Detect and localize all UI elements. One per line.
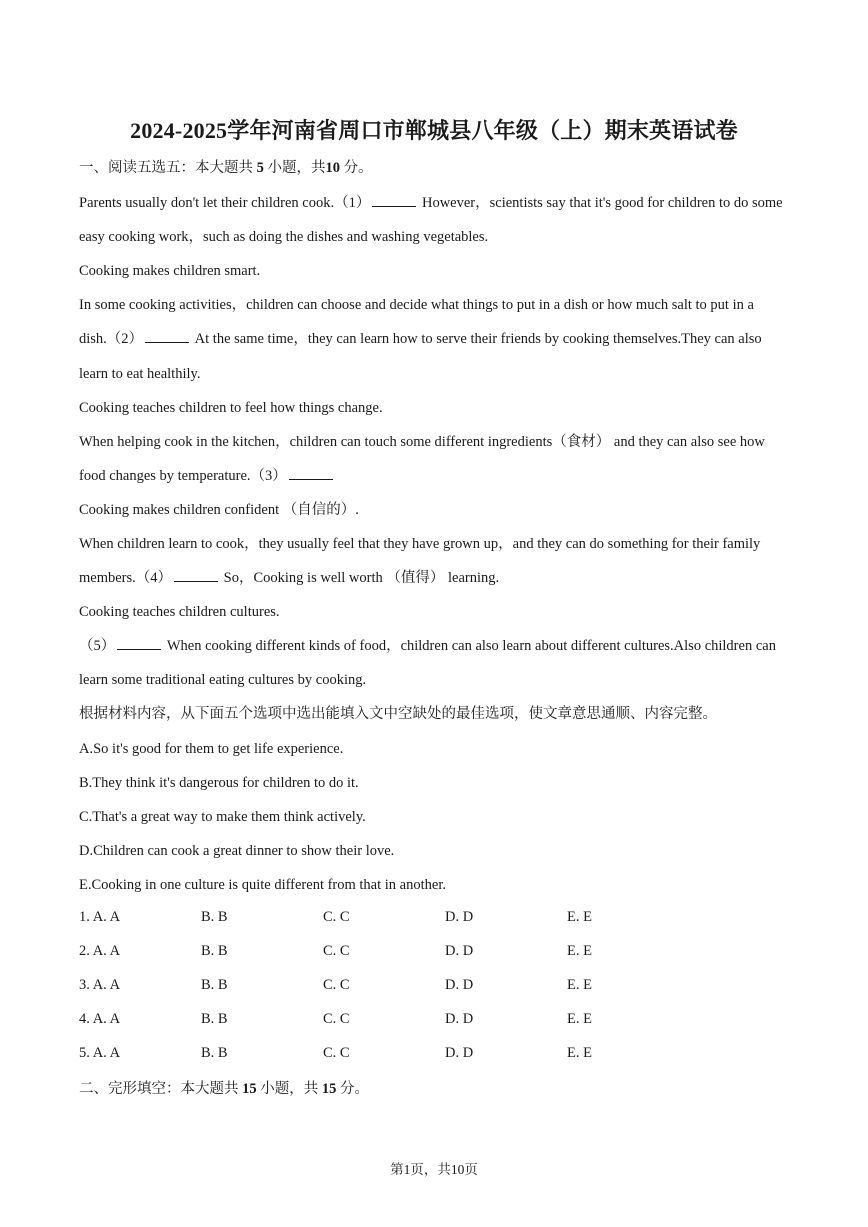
choice-e[interactable]: E. E <box>567 1011 592 1027</box>
instruction-text: 根据材料内容，从下面五个选项中选出能填入文中空缺处的最佳选项，使文章意思通顺、内容完整。 <box>79 706 717 722</box>
choice-e[interactable]: E. E <box>567 909 592 925</box>
question-row <box>79 977 799 997</box>
choice-c[interactable]: C. C <box>323 1011 350 1027</box>
exam-title: 2024-2025学年河南省周口市郸城县八年级（上）期末英语试卷 <box>130 118 738 143</box>
passage-line: When helping cook in the kitchen，children can touch some different ingredients（食材） and they can also see how <box>79 434 765 450</box>
choice-a[interactable]: 5. A. A <box>79 1045 121 1061</box>
passage-line: In some cooking activities，children can choose and decide what things to put in a dish or how much salt to put in a <box>79 297 754 313</box>
answer-blank <box>289 467 333 480</box>
option-e: E.Cooking in one culture is quite different from that in another. <box>79 877 446 893</box>
passage-line: food changes by temperature.（3） <box>79 466 791 486</box>
choice-e[interactable]: E. E <box>567 977 592 993</box>
choice-b[interactable]: B. B <box>201 977 228 993</box>
passage-line: （5） When cooking different kinds of food，children can also learn about different cultures.Also children can <box>79 638 776 654</box>
answer-blank <box>145 330 189 343</box>
passage-subheading: Cooking teaches children to feel how things change. <box>79 400 383 416</box>
question-row <box>79 943 799 963</box>
choice-d[interactable]: D. D <box>445 943 474 959</box>
passage-line: learn to eat healthily. <box>79 366 201 382</box>
passage-line: dish.（2） At the same time，they can learn how to serve their friends by cooking themselves.They can also <box>79 331 762 347</box>
question-row <box>79 909 799 929</box>
choice-c[interactable]: C. C <box>323 1045 350 1061</box>
question-row <box>79 1011 799 1031</box>
passage-line: When children learn to cook，they usually feel that they have grown up，and they can do something for their family <box>79 536 761 552</box>
choice-d[interactable]: D. D <box>445 977 474 993</box>
choice-a[interactable]: 1. A. A <box>79 909 121 925</box>
section-2-heading: 二、完形填空：本大题共 15 小题，共 15 分。 <box>79 1081 369 1097</box>
choice-a[interactable]: 4. A. A <box>79 1011 121 1027</box>
choice-b[interactable]: B. B <box>201 909 228 925</box>
section-1-heading: 一、阅读五选五：本大题共 5 小题，共10 分。 <box>79 160 373 176</box>
choice-a[interactable]: 2. A. A <box>79 943 121 959</box>
choice-d[interactable]: D. D <box>445 909 474 925</box>
choice-e[interactable]: E. E <box>567 943 592 959</box>
page-footer: 第1页，共10页 <box>390 1162 478 1177</box>
passage-subheading: Cooking makes children smart. <box>79 263 261 279</box>
answer-blank <box>372 194 416 207</box>
option-b: B.They think it's dangerous for children to do it. <box>79 775 359 791</box>
passage-line: easy cooking work，such as doing the dishes and washing vegetables. <box>79 229 489 245</box>
passage-line: members.（4） So，Cooking is well worth （值得） learning. <box>79 570 500 586</box>
question-row <box>79 1045 799 1065</box>
option-d: D.Children can cook a great dinner to show their love. <box>79 843 395 859</box>
passage-line: learn some traditional eating cultures by cooking. <box>79 672 367 688</box>
choice-c[interactable]: C. C <box>323 977 350 993</box>
choice-b[interactable]: B. B <box>201 1045 228 1061</box>
answer-blank <box>174 569 218 582</box>
passage-line: Parents usually don't let their children cook.（1） However，scientists say that it's good for children to do some <box>79 195 783 211</box>
choice-d[interactable]: D. D <box>445 1011 474 1027</box>
choice-a[interactable]: 3. A. A <box>79 977 121 993</box>
choice-d[interactable]: D. D <box>445 1045 474 1061</box>
choice-b[interactable]: B. B <box>201 1011 228 1027</box>
passage-subheading: Cooking makes children confident （自信的）. <box>79 502 359 518</box>
choice-e[interactable]: E. E <box>567 1045 592 1061</box>
option-c: C.That's a great way to make them think actively. <box>79 809 366 825</box>
option-a: A.So it's good for them to get life experience. <box>79 741 344 757</box>
choice-b[interactable]: B. B <box>201 943 228 959</box>
passage-subheading: Cooking teaches children cultures. <box>79 604 280 620</box>
answer-blank <box>117 637 161 650</box>
choice-c[interactable]: C. C <box>323 909 350 925</box>
choice-c[interactable]: C. C <box>323 943 350 959</box>
